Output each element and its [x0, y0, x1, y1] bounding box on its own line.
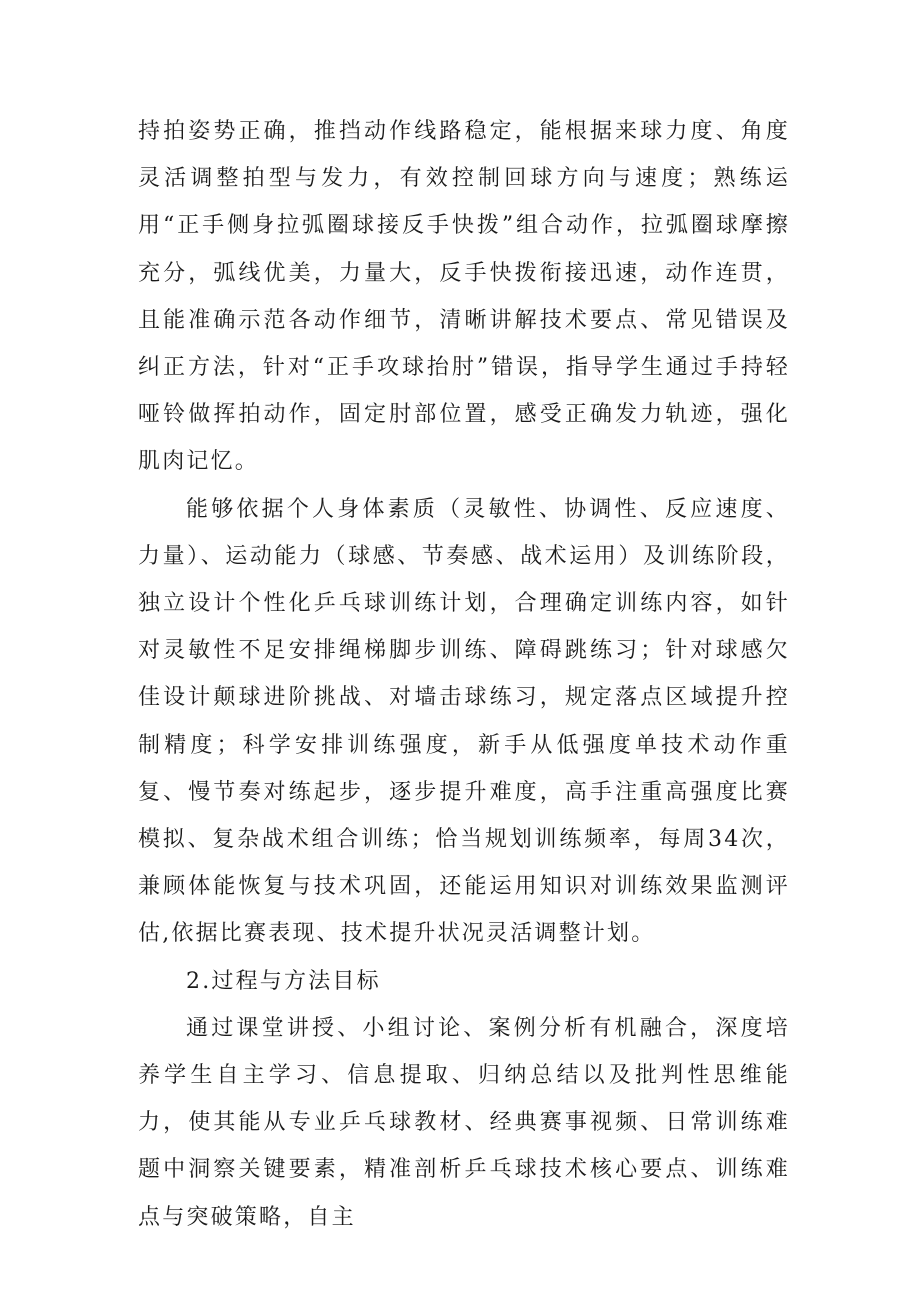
document-body [138, 108, 790, 1241]
section-heading-process-method-goals: 2.过程与方法目标 [186, 968, 381, 994]
paragraph-technique-continuation: 持拍姿势正确，推挡动作线路稳定，能根据来球力度、角度灵活调整拍型与发力，有效控制回球方向与速度；熟练运用“正手侧身拉弧圈球接反手快拨”组合动作，拉弧圈球摩擦充分，弧线优美，力量大，反手快拨衔接迅速，动作连贯，且能准确示范各动作细节，清晰讲解技术要点、常见错误及纠正方法，针对“正手攻球抬肘”错误，指导学生通过手持轻哑铃做挥拍动作，固定肘部位置，感受正确发力轨迹，强化肌肉记忆。 [138, 119, 790, 475]
paragraph-training-plan: 能够依据个人身体素质（灵敏性、协调性、反应速度、力量）、运动能力（球感、节奏感、战术运用）及训练阶段，独立设计个性化乒乓球训练计划，合理确定训练内容，如针对灵敏性不足安排绳梯脚步训练、障碍跳练习；针对球感欠佳设计颠球进阶挑战、对墙击球练习，规定落点区域提升控制精度；科学安排训练强度，新手从低强度单技术动作重复、慢节奏对练起步，逐步提升难度，高手注重高强度比赛模拟、复杂战术组合训练；恰当规划训练频率，每周34次，兼顾体能恢复与技术巩固，还能运用知识对训练效果监测评估,依据比赛表现、技术提升状况灵活调整计划。 [138, 496, 790, 947]
paragraph-classroom-teaching: 通过课堂讲授、小组讨论、案例分析有机融合，深度培养学生自主学习、信息提取、归纳总结以及批判性思维能力，使其能从专业乒乓球教材、经典赛事视频、日常训练难题中洞察关键要素，精准剖析乒乓球技术核心要点、训练难点与突破策略，自主 [138, 1015, 790, 1230]
